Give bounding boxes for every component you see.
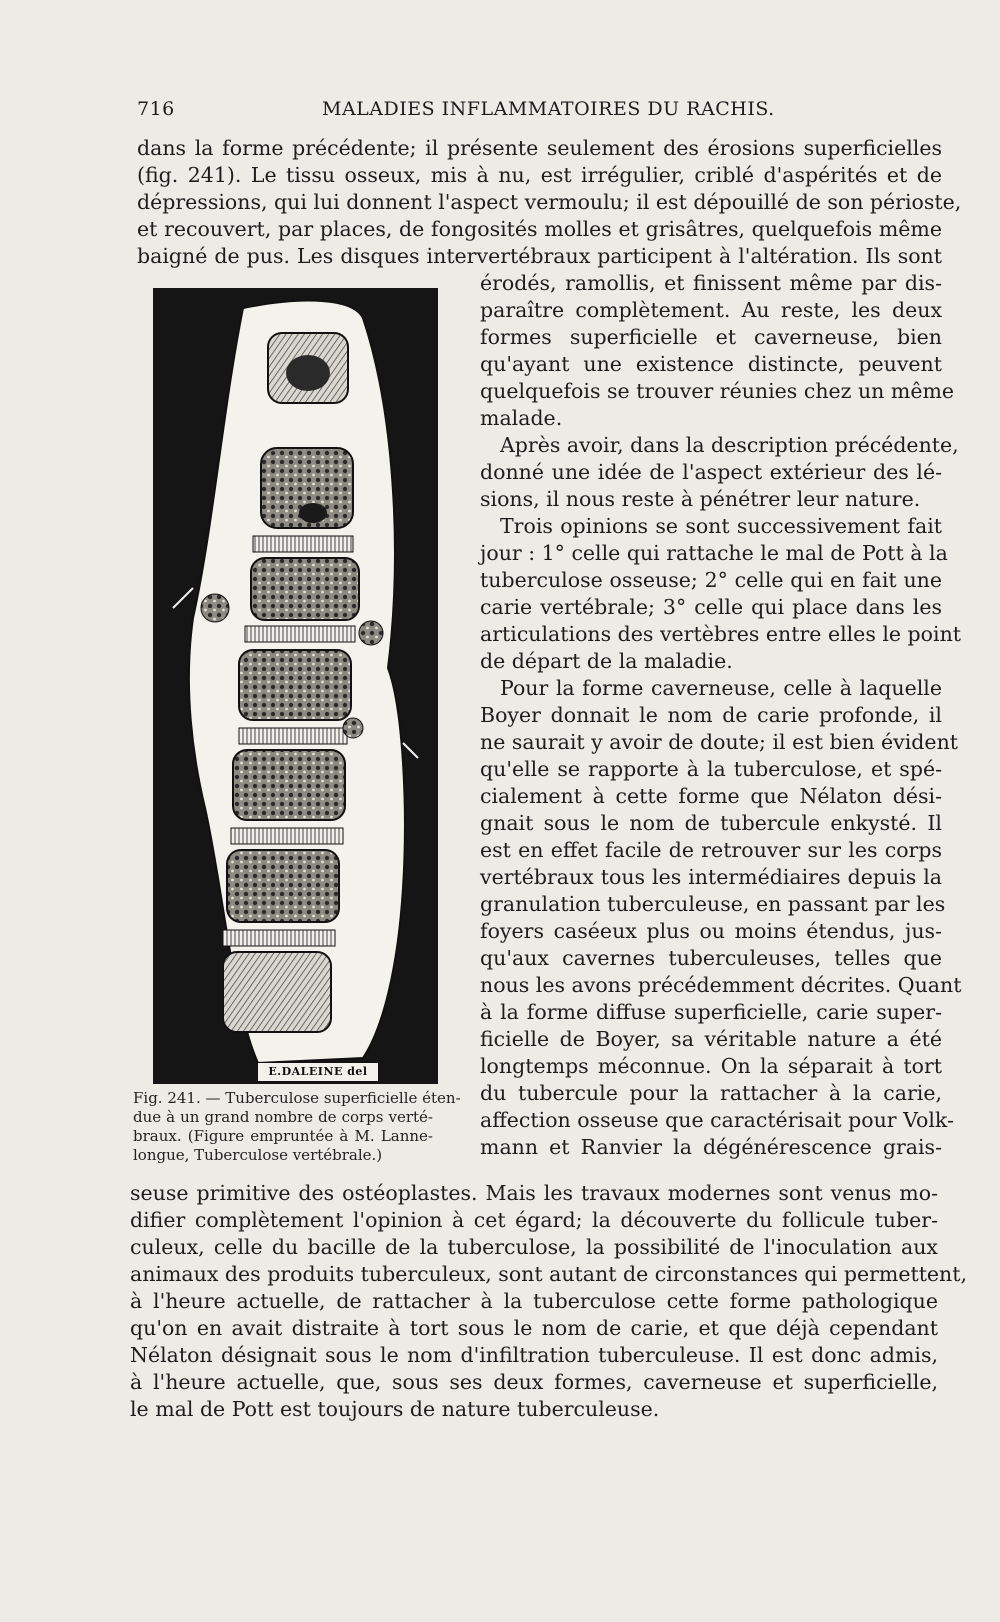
text-line: Pour la forme caverneuse, celle à laquelle (500, 676, 942, 700)
caption-line: Fig. 241. — Tuberculose superficielle éten- (133, 1089, 461, 1107)
text-line: (fig. 241). Le tissu osseux, mis à nu, est irrégulier, criblé d'aspérités et de (137, 163, 942, 187)
text-line: à la forme diffuse superficielle, carie super- (480, 1000, 942, 1024)
text-line: seuse primitive des ostéoplastes. Mais les travaux modernes sont venus mo- (130, 1181, 938, 1205)
text-line: qu'ayant une existence distincte, peuvent (480, 352, 942, 376)
page-header (137, 98, 952, 128)
text-line: ficielle de Boyer, sa véritable nature a été (480, 1027, 942, 1051)
text-line: de départ de la maladie. (480, 649, 733, 673)
text-line: qu'elle se rapporte à la tuberculose, et spé- (480, 757, 942, 781)
caption-line: braux. (Figure empruntée à M. Lanne- (133, 1127, 433, 1145)
text-line: du tubercule pour la rattacher à la carie, (480, 1081, 942, 1105)
caption-line: longue, Tuberculose vertébrale.) (133, 1146, 383, 1164)
text-line: Boyer donnait le nom de carie profonde, il (480, 703, 942, 727)
text-line: vertébraux tous les intermédiaires depuis la (480, 865, 942, 889)
text-line: formes superficielle et caverneuse, bien (480, 325, 942, 349)
text-line: gnait sous le nom de tubercule enkysté. Il (480, 811, 942, 835)
text-line: érodés, ramollis, et finissent même par dis- (480, 271, 942, 295)
text-line: paraître complètement. Au reste, les deux (480, 298, 942, 322)
text-line: sions, il nous reste à pénétrer leur nature. (480, 487, 921, 511)
text-line: difier complètement l'opinion à cet égard; la découverte du follicule tuber- (130, 1208, 938, 1232)
text-line: Nélaton désignait sous le nom d'infiltration tuberculeuse. Il est donc admis, (130, 1343, 938, 1367)
text-line: animaux des produits tuberculeux, sont autant de circonstances qui permettent, (130, 1262, 968, 1286)
text-line: le mal de Pott est toujours de nature tuberculeuse. (130, 1397, 660, 1421)
text-line: à l'heure actuelle, que, sous ses deux formes, caverneuse et superficielle, (130, 1370, 938, 1394)
text-line: jour : 1° celle qui rattache le mal de Pott à la (480, 541, 948, 565)
text-line: malade. (480, 406, 563, 430)
text-line: cialement à cette forme que Nélaton dési- (480, 784, 942, 808)
text-line: dans la forme précédente; il présente seulement des érosions superficielles (137, 136, 942, 160)
text-line: ne saurait y avoir de doute; il est bien évident (480, 730, 959, 754)
text-line: donné une idée de l'aspect extérieur des lé- (480, 460, 942, 484)
text-line: Trois opinions se sont successivement fait (500, 514, 942, 538)
text-line: foyers caséeux plus ou moins étendus, jus- (480, 919, 942, 943)
text-line: carie vertébrale; 3° celle qui place dans les (480, 595, 942, 619)
figure-caption (133, 1089, 461, 1165)
page-number: 716 (137, 98, 175, 120)
running-title: MALADIES INFLAMMATOIRES DU RACHIS. (322, 98, 775, 120)
text-line: granulation tuberculeuse, en passant par les (480, 892, 946, 916)
text-line: quelquefois se trouver réunies chez un même (480, 379, 955, 403)
text-line: culeux, celle du bacille de la tuberculose, la possibilité de l'inoculation aux (130, 1235, 938, 1259)
text-line: à l'heure actuelle, de rattacher à la tuberculose cette forme pathologique (130, 1289, 938, 1313)
text-line: mann et Ranvier la dégénérescence grais- (480, 1135, 942, 1159)
text-line: tuberculose osseuse; 2° celle qui en fait une (480, 568, 942, 592)
caption-line: due à un grand nombre de corps verté- (133, 1108, 433, 1126)
text-line: qu'on en avait distraite à tort sous le nom de carie, et que déjà cependant (130, 1316, 938, 1340)
text-line: dépressions, qui lui donnent l'aspect vermoulu; il est dépouillé de son périoste, (137, 190, 962, 214)
figure-illustration (153, 288, 438, 1084)
text-line: longtemps méconnue. On la séparait à tort (480, 1054, 942, 1078)
text-line: qu'aux cavernes tuberculeuses, telles que (480, 946, 942, 970)
text-line: nous les avons précédemment décrites. Quant (480, 973, 962, 997)
text-line: est en effet facile de retrouver sur les corps (480, 838, 942, 862)
spine-engraving (153, 288, 438, 1084)
text-line: Après avoir, dans la description précédente, (500, 433, 959, 457)
text-line: affection osseuse que caractérisait pour Volk- (480, 1108, 954, 1132)
engraver-signature: E.DALEINE del (257, 1062, 379, 1082)
text-line: baigné de pus. Les disques intervertébraux participent à l'altération. Ils sont (137, 244, 942, 268)
text-line: articulations des vertèbres entre elles le point (480, 622, 962, 646)
text-line: et recouvert, par places, de fongosités molles et grisâtres, quelquefois même (137, 217, 942, 241)
